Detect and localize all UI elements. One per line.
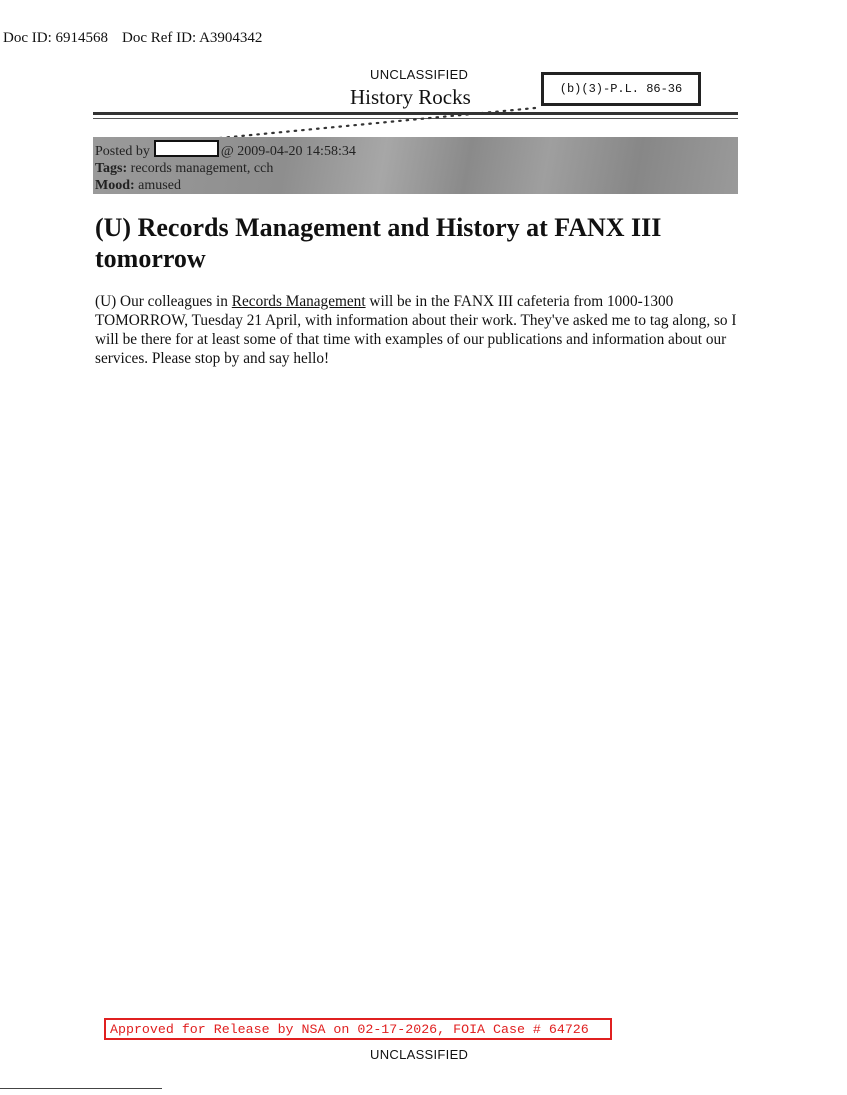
document-id-line xyxy=(3,30,262,47)
body-text-start: (U) Our colleagues in xyxy=(95,293,232,310)
mood-label: Mood: xyxy=(95,178,135,193)
post-meta-band xyxy=(93,137,738,194)
tags-value[interactable]: records management, cch xyxy=(130,161,274,176)
redacted-author-box xyxy=(154,140,219,157)
footer-rule xyxy=(0,1088,162,1089)
records-management-link[interactable]: Records Management xyxy=(231,293,366,310)
redaction-leader-dots xyxy=(215,100,545,140)
doc-ref-id: Doc Ref ID: A3904342 xyxy=(122,30,263,46)
redaction-exemption-label: (b)(3)-P.L. 86-36 xyxy=(541,72,701,106)
post-title: (U) Records Management and History at FANX III tomorrow xyxy=(95,213,662,273)
tags-label: Tags: xyxy=(95,161,128,176)
doc-id: Doc ID: 6914568 xyxy=(3,30,108,46)
mood-value: amused xyxy=(138,178,181,193)
classification-header: UNCLASSIFIED xyxy=(370,67,469,82)
release-stamp: Approved for Release by NSA on 02-17-2026, FOIA Case # 64726 xyxy=(104,1018,612,1040)
post-timestamp: @ 2009-04-20 14:58:34 xyxy=(220,144,356,159)
mood-line xyxy=(95,177,736,194)
post-body xyxy=(95,292,745,368)
classification-footer: UNCLASSIFIED xyxy=(370,1047,469,1062)
posted-by-label: Posted by xyxy=(95,144,150,159)
blog-title[interactable]: History Rocks xyxy=(350,85,471,109)
posted-by-line xyxy=(95,140,736,160)
tags-line xyxy=(95,160,736,177)
body-text-rest: will be in the FANX III cafeteria from 1000-1300 TOMORROW, Tuesday 21 April, with information about their work. They've asked me to tag along, so I will be there for at least some of that time with examples of our publications and information about our services. Please stop by and say hello! xyxy=(95,293,737,367)
